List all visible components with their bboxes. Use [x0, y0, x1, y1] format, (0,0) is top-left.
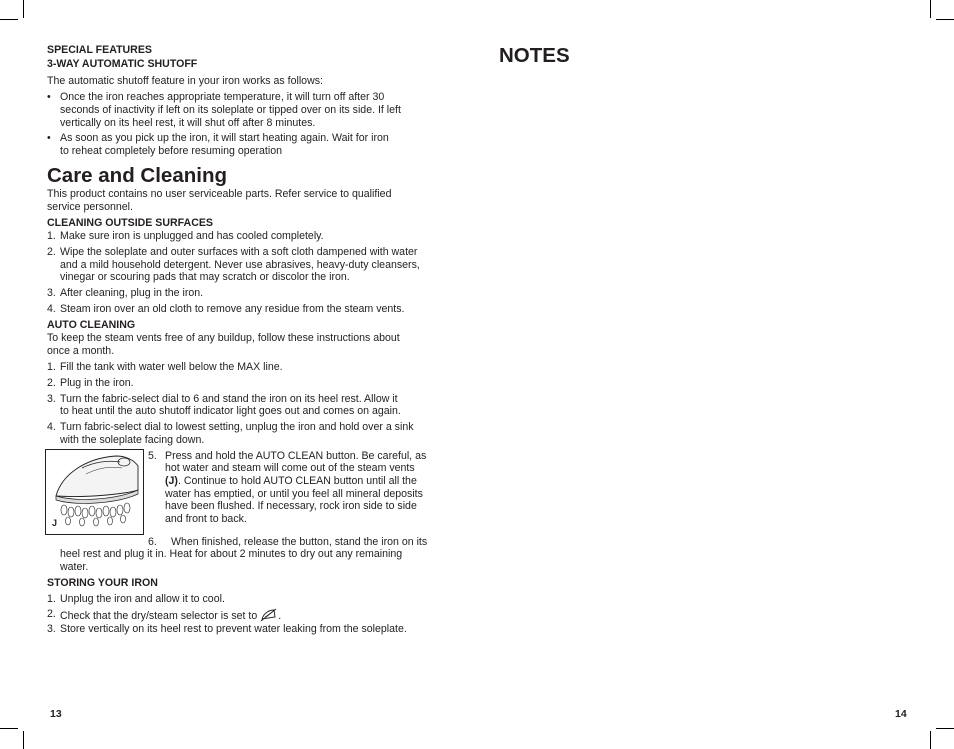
care-heading: Care and Cleaning [47, 164, 227, 187]
bullet-line: to reheat completely before resuming operation [60, 145, 283, 157]
left-page [47, 0, 457, 749]
step-text: Steam iron over an old cloth to remove any residue from the steam vents. [60, 303, 405, 315]
step-text: and front to back. [165, 513, 247, 525]
bullet-line: seconds of inactivity if left on its soleplate or tipped over on its side. If left [60, 104, 401, 116]
crop-mark [23, 0, 24, 18]
step-number: 3. [47, 393, 56, 405]
special-features-heading: SPECIAL FEATURES [47, 44, 152, 56]
step-text: Press and hold the AUTO CLEAN button. Be careful, as [165, 450, 427, 462]
crop-mark [930, 731, 931, 749]
bullet-line: Once the iron reaches appropriate temperature, it will turn off after 30 [60, 91, 385, 103]
step-number: 4. [47, 421, 56, 433]
step-number: 5. [148, 450, 157, 462]
step-number: 2. [47, 246, 56, 258]
bullet-marker: • [47, 132, 51, 144]
step-text: Plug in the iron. [60, 377, 134, 389]
step-text: heel rest and plug it in. Heat for about 2 minutes to dry out any remaining [60, 548, 403, 560]
shutoff-intro: The automatic shutoff feature in your iron works as follows: [47, 75, 323, 87]
step-text: Wipe the soleplate and outer surfaces with a soft cloth dampened with water [60, 246, 418, 258]
step-text [60, 608, 281, 623]
step-text: Fill the tank with water well below the MAX line. [60, 361, 283, 373]
step-text: have been flushed. If necessary, rock iron side to side [165, 500, 417, 512]
vent-reference: (J) [165, 475, 178, 487]
step-text: hot water and steam will come out of the steam vents [165, 462, 415, 474]
shutoff-heading: 3-WAY AUTOMATIC SHUTOFF [47, 58, 198, 70]
bullet-line: vertically on its heel rest, it will shut off after 8 minutes. [60, 117, 316, 129]
step-number: 3. [47, 623, 56, 635]
step-text-main: Check that the dry/steam selector is set to [60, 610, 258, 622]
iron-illustration [46, 450, 143, 534]
bullet-marker: • [47, 91, 51, 103]
step-text: After cleaning, plug in the iron. [60, 287, 204, 299]
step-text: to heat until the auto shutoff indicator light goes out and comes on again. [60, 405, 401, 417]
step-text: Make sure iron is unplugged and has cooled completely. [60, 230, 324, 242]
step-text: Turn fabric-select dial to lowest setting, unplug the iron and hold over a sink [60, 421, 414, 433]
outside-heading: CLEANING OUTSIDE SURFACES [47, 217, 213, 229]
step-number: 4. [47, 303, 56, 315]
storing-heading: STORING YOUR IRON [47, 577, 158, 589]
crop-mark [0, 728, 18, 729]
step-text-rest: . Continue to hold AUTO CLEAN button until all the [177, 475, 417, 487]
crop-mark [936, 19, 954, 20]
step-text: water. [60, 561, 89, 573]
vent-label: J [52, 518, 58, 528]
step-number: 6. [148, 536, 157, 548]
page-number-left: 13 [50, 708, 62, 720]
step-text: and a mild household detergent. Never use abrasives, heavy-duty cleansers, [60, 259, 420, 271]
step-text-end: . [278, 610, 282, 622]
step-number: 2. [47, 377, 56, 389]
step-number: 1. [47, 361, 56, 373]
step-text: When finished, release the button, stand the iron on its [171, 536, 428, 548]
step-text: Store vertically on its heel rest to prevent water leaking from the soleplate. [60, 623, 407, 635]
auto-intro-line: once a month. [47, 345, 115, 357]
crop-mark [936, 728, 954, 729]
notes-title: NOTES [499, 44, 570, 67]
crop-mark [0, 19, 18, 20]
step-text: water has emptied, or until you feel all mineral deposits [165, 488, 423, 500]
auto-cleaning-heading: AUTO CLEANING [47, 319, 136, 331]
step-text: vinegar or scouring pads that may scratch or discolor the iron. [60, 271, 350, 283]
crop-mark [23, 731, 24, 749]
auto-intro-line: To keep the steam vents free of any buildup, follow these instructions about [47, 332, 400, 344]
page-number-right: 14 [895, 708, 907, 720]
crop-mark [930, 0, 931, 18]
care-intro-line: service personnel. [47, 201, 133, 213]
dry-setting-icon [260, 608, 278, 622]
step-number: 3. [47, 287, 56, 299]
step-text: Turn the fabric-select dial to 6 and stand the iron on its heel rest. Allow it [60, 393, 398, 405]
care-intro-line: This product contains no user serviceable parts. Refer service to qualified [47, 188, 392, 200]
bullet-line: As soon as you pick up the iron, it will start heating again. Wait for iron [60, 132, 389, 144]
step-text: Unplug the iron and allow it to cool. [60, 593, 225, 605]
step-number: 1. [47, 593, 56, 605]
step-number: 2. [47, 608, 56, 620]
iron-steam-figure [45, 449, 144, 535]
step-text [165, 475, 417, 488]
step-text: with the soleplate facing down. [60, 434, 205, 446]
step-number: 1. [47, 230, 56, 242]
